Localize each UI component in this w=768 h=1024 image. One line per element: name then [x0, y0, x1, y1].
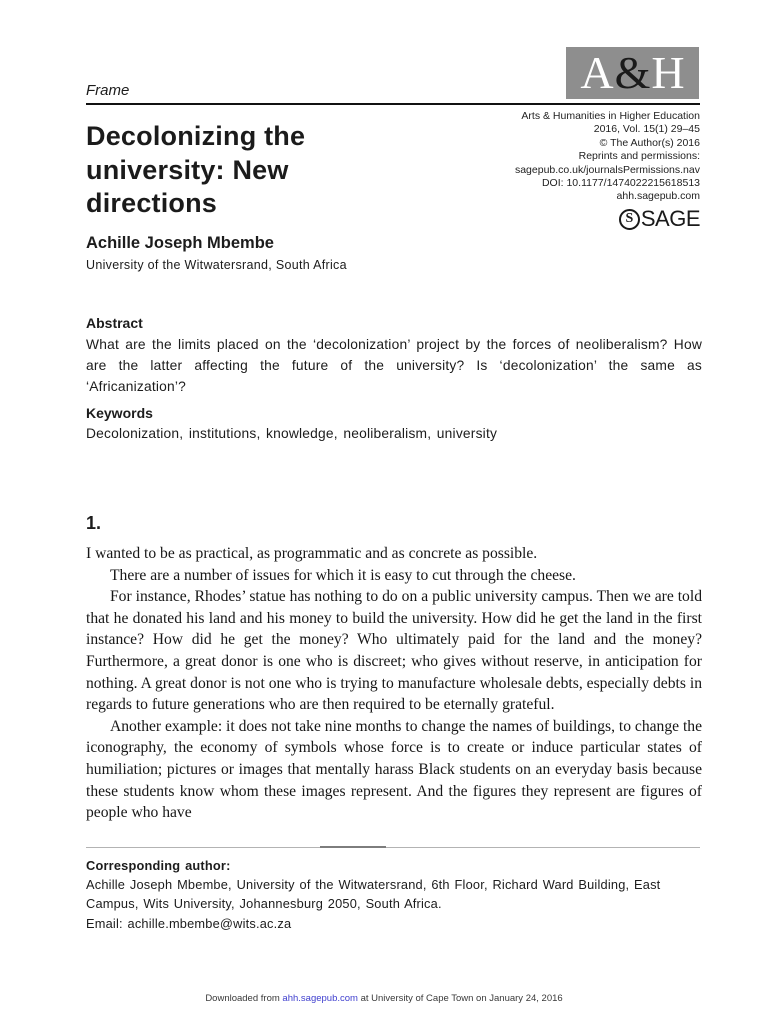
body-paragraph: Another example: it does not take nine months to change the names of buildings, to change the iconography, the economy of symbols whose force is to create or induce particular states of humiliation; pictures or images that mentally harass Black students on an everyday basis because these students know whom these images represent. And the figures they represent are figures of people who have — [86, 717, 702, 822]
title-line: directions — [86, 188, 218, 218]
journal-name: Arts & Humanities in Higher Education — [521, 110, 700, 122]
section-heading: 1. — [86, 513, 102, 533]
corresponding-author-address: Achille Joseph Mbembe, University of the Witwatersrand, 6th Floor, Richard Ward Building, East Campus, Wits University, Johannesburg 2050, South Africa. — [86, 877, 661, 912]
body-paragraph: There are a number of issues for which it is easy to cut through the cheese. — [110, 566, 576, 584]
header-rule — [86, 103, 700, 105]
corresponding-author-heading: Corresponding author: — [86, 858, 231, 873]
body-paragraph: I wanted to be as practical, as programmatic and as concrete as possible. — [86, 545, 538, 562]
abstract-text: What are the limits placed on the ‘decolonization’ project by the forces of neoliberalism? How are the latter affecting the future of the university? Is ‘decolonization’ the same as ‘Africanization’? — [86, 337, 702, 394]
keywords-text: Decolonization, institutions, knowledge, neoliberalism, university — [86, 426, 498, 441]
logo-ampersand: & — [614, 47, 651, 98]
title-line: university: New — [86, 154, 289, 185]
abstract-heading: Abstract — [86, 315, 143, 331]
footer-suffix: at University of Cape Town on January 24, 2016 — [357, 993, 563, 1004]
title-line: Decolonizing the — [86, 121, 306, 151]
article-title — [86, 120, 305, 221]
sage-logo — [619, 206, 700, 232]
section-label: Frame — [86, 82, 130, 99]
corresponding-author-block — [86, 856, 706, 933]
footnote-rule-dark-segment — [320, 846, 386, 848]
article-body — [86, 543, 702, 824]
sage-circle-s-icon: S — [619, 209, 640, 230]
journal-url: ahh.sagepub.com — [616, 190, 700, 203]
corresponding-author-email: Email: achille.mbembe@wits.ac.za — [86, 915, 292, 931]
ah-journal-logo — [566, 47, 699, 99]
sage-wordmark: SAGE — [640, 206, 700, 231]
journal-permissions-url: sagepub.co.uk/journalsPermissions.nav — [514, 163, 700, 176]
footer-prefix: Downloaded from — [205, 993, 283, 1004]
journal-reprints-label: Reprints and permissions: — [578, 150, 700, 163]
journal-volume: 2016, Vol. 15(1) 29–45 — [593, 123, 700, 136]
footnote-rule — [86, 847, 700, 848]
author-name: Achille Joseph Mbembe — [86, 234, 274, 252]
download-footer — [0, 993, 768, 1004]
journal-doi: DOI: 10.1177/1474022215618513 — [541, 177, 700, 190]
keywords-heading: Keywords — [86, 405, 153, 421]
journal-citation-block — [515, 110, 700, 204]
body-paragraph: For instance, Rhodes’ statue has nothing to do on a public university campus. Then we are told that he donated his land and his money to build the university. How did he get the land in the first instance? How did he get the money? Who ultimately paid for the land and the money? Furthermore, a great donor is one who is discreet; who gives without reserve, in anticipation for nothing. A great donor is not one who is trying to manufacture wholesale debts, especially debts in regards to future generations who are then required to be eternally grateful. — [86, 588, 702, 714]
author-affiliation: University of the Witwatersrand, South Africa — [86, 258, 347, 272]
journal-copyright: © The Author(s) 2016 — [599, 136, 700, 149]
footer-link[interactable]: ahh.sagepub.com — [282, 993, 358, 1004]
logo-letter-h: H — [651, 47, 685, 98]
logo-letter-a: A — [580, 47, 614, 98]
